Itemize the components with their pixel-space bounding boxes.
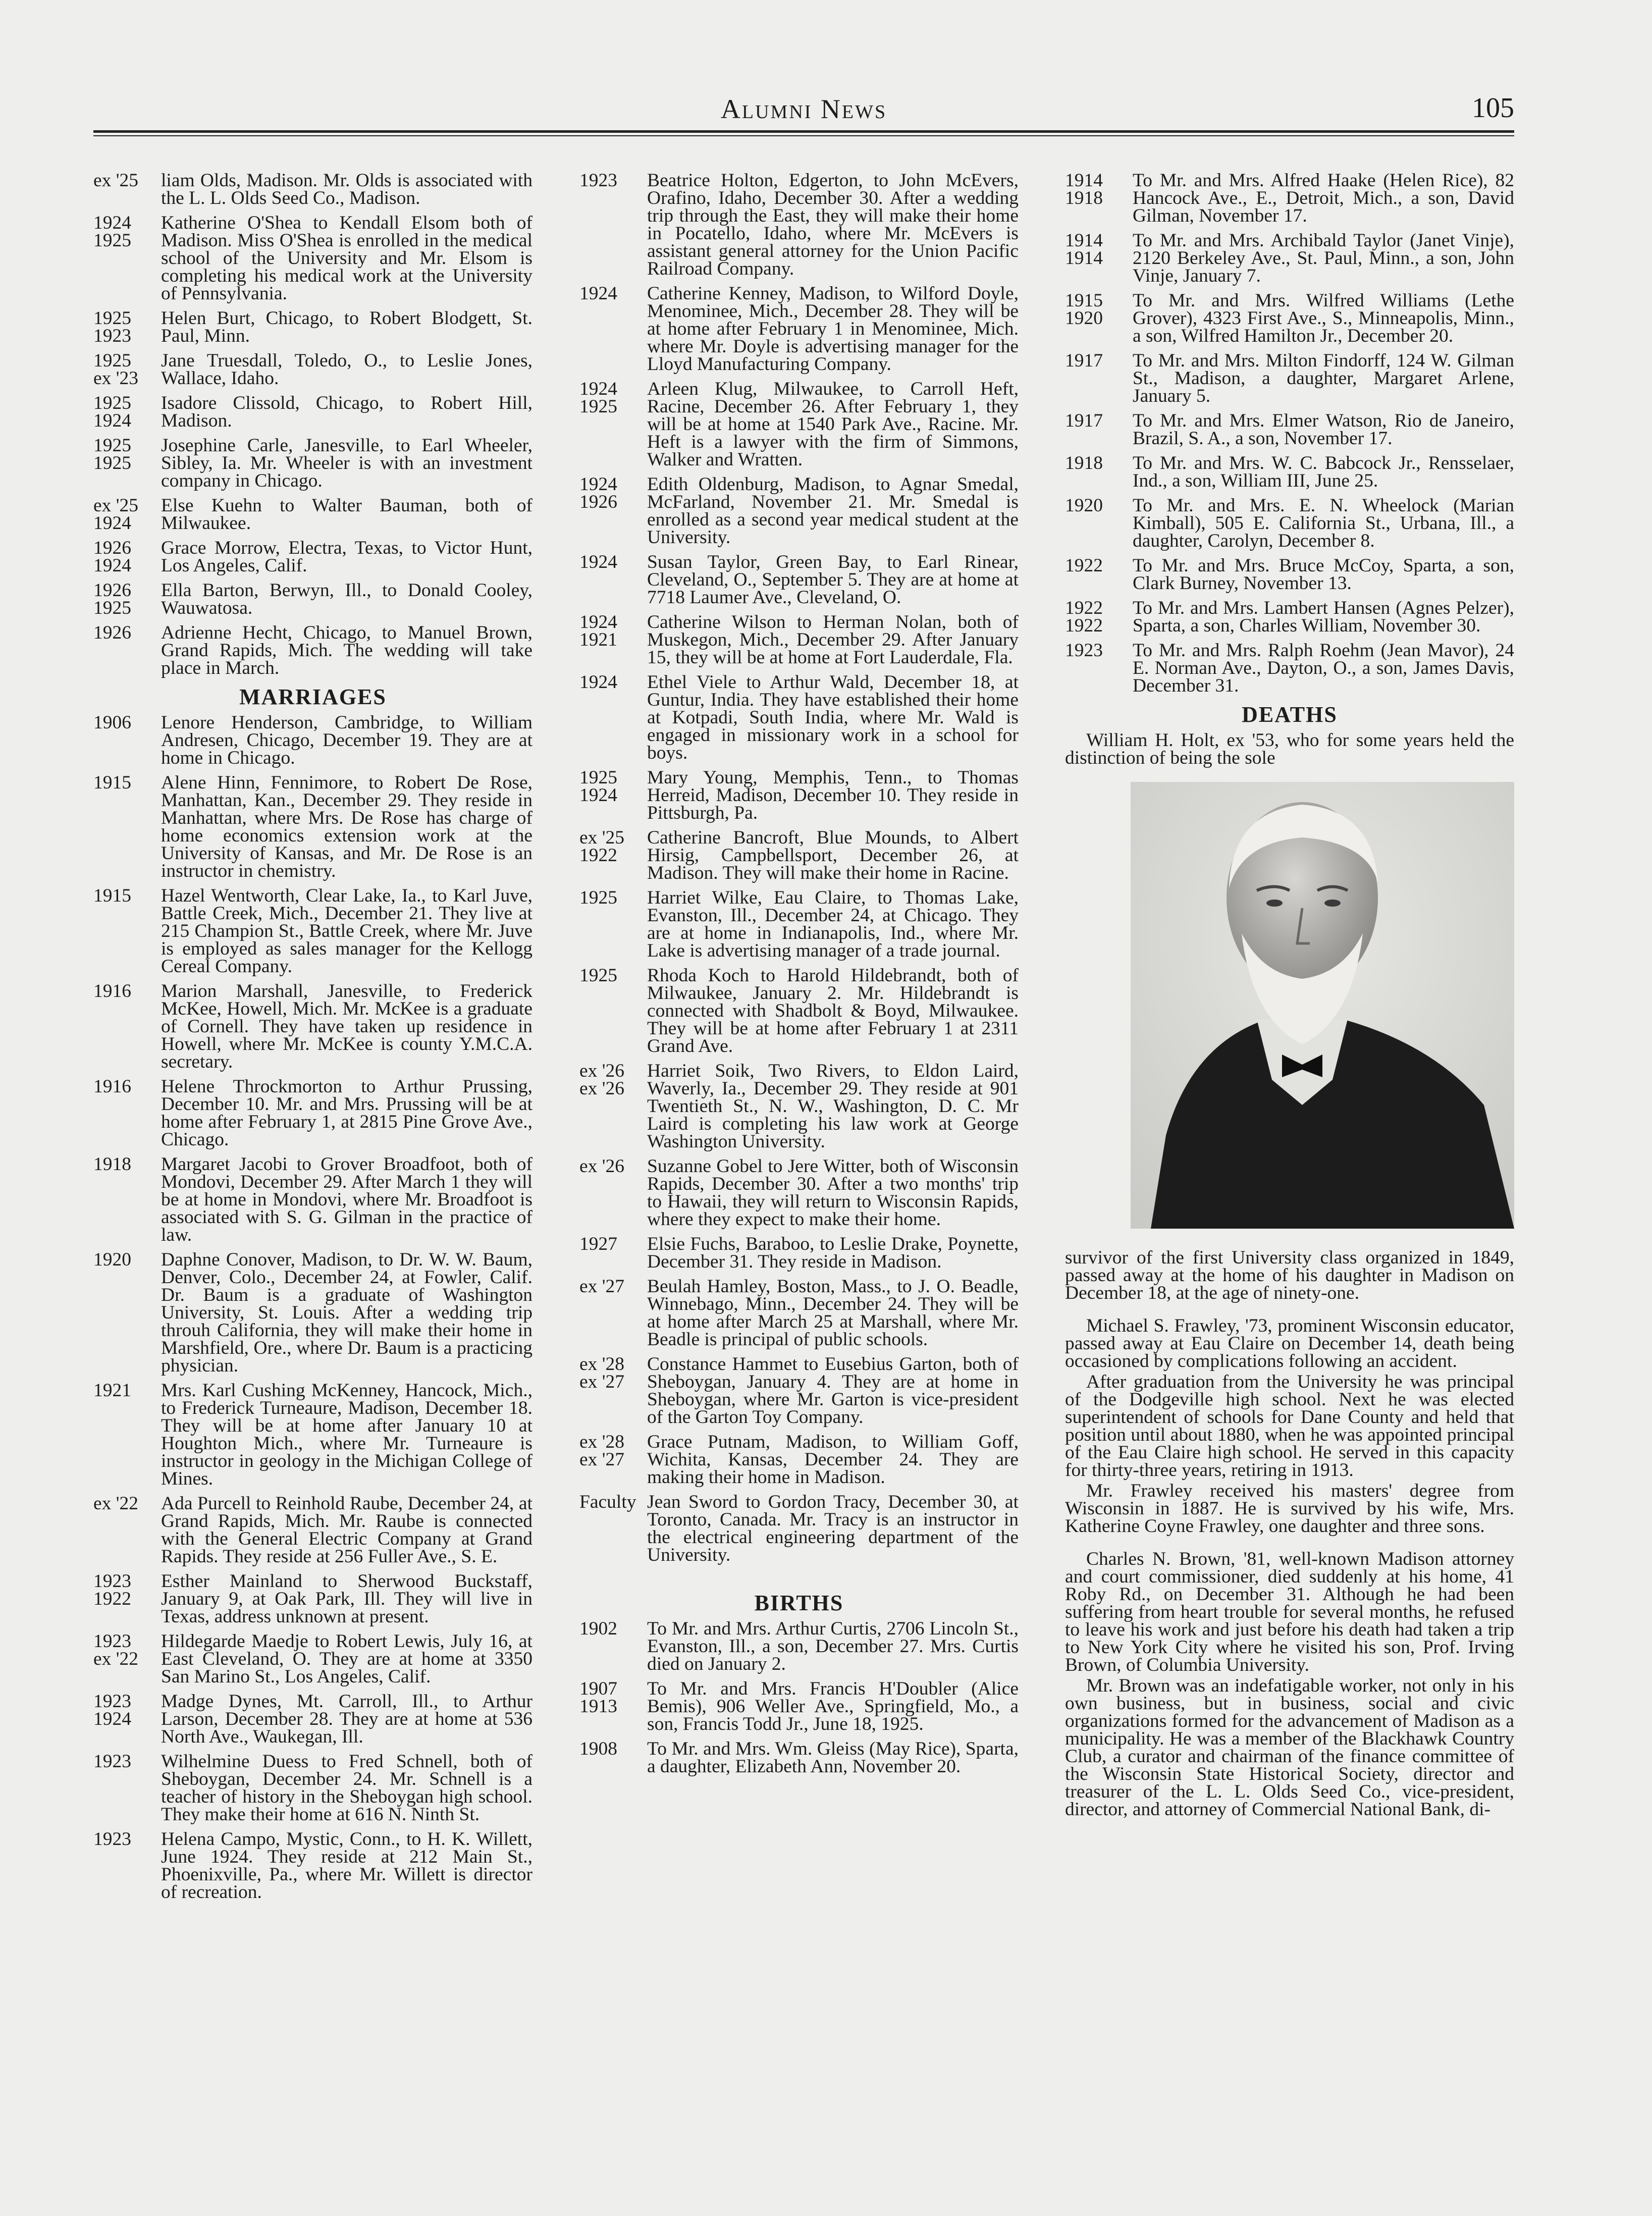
entry-text: Margaret Jacobi to Grover Broadfoot, both of Mondovi, December 29. After March 1 they will be at home in Mondovi, where Mr. Broadfoot is associated with S. G. Gilman in the practice of law. bbox=[161, 1154, 532, 1245]
list-item bbox=[93, 1693, 532, 1746]
class-years: 1924 1921 bbox=[579, 612, 617, 650]
class-years: 1916 bbox=[93, 1076, 131, 1097]
obituary-paragraph: Charles N. Brown, '81, well-known Madison attorney and court commissioner, died suddenly at his home, 41 Roby Rd., on December 31. Although he had been suffering from heart trouble for several months, he refused to leave his work and just before his death had taken a trip to New York City where he visited his son, Prof. Irving Brown, of Columbia University. bbox=[1065, 1549, 1514, 1675]
list-item bbox=[93, 982, 532, 1071]
marriages-heading: MARRIAGES bbox=[239, 684, 387, 709]
list-item bbox=[579, 769, 1019, 822]
list-item bbox=[579, 1493, 1019, 1564]
list-item bbox=[579, 829, 1019, 882]
list-item bbox=[93, 624, 532, 677]
journal-title: Alumni News bbox=[720, 94, 887, 124]
class-years: 1906 bbox=[93, 712, 131, 733]
entry-text: Harriet Wilke, Eau Claire, to Thomas Lake, Evanston, Ill., December 24, at Chicago. They are at home in Indianapolis, Ind., where Mr. Lake is advertising manager of a trade journal. bbox=[647, 887, 1019, 961]
entry-text: Isadore Clissold, Chicago, to Robert Hill, Madison. bbox=[161, 393, 532, 431]
entry-text: Ethel Viele to Arthur Wald, December 18, at Guntur, India. They have established their home at Kotpadi, South India, where Mr. Wald is engaged in missionary work in a school for boys. bbox=[647, 672, 1019, 763]
list-item bbox=[579, 380, 1019, 468]
class-years: 1924 bbox=[579, 552, 617, 572]
entry-text: Constance Hammet to Eusebius Garton, both of Sheboygan, January 4. They are at home in Sheboygan, where Mr. Garton is vice-president of the Garton Toy Company. bbox=[647, 1354, 1019, 1428]
entry-text: To Mr. and Mrs. Archibald Taylor (Janet Vinje), 2120 Berkeley Ave., St. Paul, Minn., a son, John Vinje, January 7. bbox=[1133, 230, 1514, 286]
class-years: 1921 bbox=[93, 1380, 131, 1401]
class-years: 1923 bbox=[1065, 640, 1103, 661]
class-years: 1925 1923 bbox=[93, 308, 131, 346]
entry-text: Hazel Wentworth, Clear Lake, Ia., to Karl Juve, Battle Creek, Mich., December 21. They live at 215 Champion St., Battle Creek, where Mr. Juve is employed as sales manager for the Kellogg Cereal Company. bbox=[161, 885, 532, 977]
entry-text: Jean Sword to Gordon Tracy, December 30, at Toronto, Canada. Mr. Tracy is an instructor in the electrical engineering department of the University. bbox=[647, 1492, 1019, 1565]
entry-text: Else Kuehn to Walter Bauman, both of Milwaukee. bbox=[161, 495, 532, 534]
class-years: 1926 1925 bbox=[93, 580, 131, 618]
entry-text: Rhoda Koch to Harold Hildebrandt, both of Milwaukee, January 2. Mr. Hildebrandt is connected with Shadbolt & Boyd, Milwaukee. They will be at home after February 1 at 2311 Grand Ave. bbox=[647, 965, 1019, 1057]
class-years: 1923 bbox=[93, 1751, 131, 1772]
class-years: 1923 bbox=[579, 170, 617, 191]
class-years: ex '25 bbox=[93, 170, 139, 191]
obituary-paragraph: survivor of the first University class organized in 1849, passed away at the home of his daughter in Madison on December 18, at the age of ninety-one. bbox=[1065, 1247, 1514, 1303]
list-item bbox=[93, 539, 532, 574]
list-item bbox=[579, 1355, 1019, 1426]
class-years: 1926 1924 bbox=[93, 538, 131, 576]
list-item bbox=[579, 476, 1019, 546]
class-years: ex '28 ex '27 bbox=[579, 1432, 625, 1470]
class-years: ex '27 bbox=[579, 1276, 625, 1297]
list-item bbox=[93, 309, 532, 345]
list-item bbox=[579, 1062, 1019, 1150]
list-item bbox=[93, 887, 532, 975]
header-rule-thin bbox=[93, 135, 1514, 136]
class-years: ex '25 1922 bbox=[579, 827, 625, 866]
class-years: 1924 bbox=[579, 283, 617, 304]
list-item bbox=[93, 1155, 532, 1244]
list-item bbox=[1065, 557, 1514, 592]
list-item bbox=[579, 1740, 1019, 1775]
entry-text: Catherine Bancroft, Blue Mounds, to Albert Hirsig, Campbellsport, December 26, at Madison. They will make their home in Racine. bbox=[647, 827, 1019, 883]
list-item bbox=[579, 553, 1019, 606]
list-item bbox=[579, 613, 1019, 666]
entry-text: Marion Marshall, Janesville, to Frederick McKee, Howell, Mich. Mr. McKee is a graduate of Cornell. They have taken up residence in Howell, where Mr. McKee is county Y.M.C.A. secretary. bbox=[161, 981, 532, 1072]
entry-text: To Mr. and Mrs. E. N. Wheelock (Marian Kimball), 505 E. California St., Urbana, Ill., a daughter, Carolyn, December 8. bbox=[1133, 495, 1514, 551]
entry-text: Arleen Klug, Milwaukee, to Carroll Heft, Racine, December 26. After February 1, they will be at home at 1540 Park Ave., Racine. Mr. Heft is a lawyer with the firm of Simmons, Walker and Wratten. bbox=[647, 379, 1019, 470]
entry-text: Hildegarde Maedje to Robert Lewis, July 16, at East Cleveland, O. They are at home at 3350 San Marino St., Los Angeles, Calif. bbox=[161, 1631, 532, 1687]
list-item bbox=[579, 889, 1019, 960]
column-left bbox=[93, 172, 532, 1908]
class-years: 1923 1922 bbox=[93, 1571, 131, 1609]
list-item bbox=[1065, 232, 1514, 285]
class-years: 1923 bbox=[93, 1829, 131, 1850]
entry-text: To Mr. and Mrs. Ralph Roehm (Jean Mavor), 24 E. Norman Ave., Dayton, O., a son, James Davis, December 31. bbox=[1133, 640, 1514, 696]
list-item bbox=[1065, 412, 1514, 447]
list-item bbox=[93, 172, 532, 207]
class-years: 1915 bbox=[93, 772, 131, 793]
entry-text: Beulah Hamley, Boston, Mass., to J. O. Beadle, Winnebago, Minn., December 24. They will be at home after March 25 at Marshall, where Mr. Beadle is principal of public schools. bbox=[647, 1276, 1019, 1350]
list-item bbox=[93, 774, 532, 880]
class-years: 1915 1920 bbox=[1065, 290, 1103, 329]
list-item bbox=[1065, 352, 1514, 405]
entry-text: Elsie Fuchs, Baraboo, to Leslie Drake, Poynette, December 31. They reside in Madison. bbox=[647, 1234, 1019, 1272]
class-years: 1923 1924 bbox=[93, 1691, 131, 1729]
list-item bbox=[579, 1278, 1019, 1348]
class-years: ex '22 bbox=[93, 1493, 139, 1514]
class-years: 1922 1922 bbox=[1065, 598, 1103, 636]
obituary-paragraph: Michael S. Frawley, '73, prominent Wisconsin educator, passed away at Eau Claire on December 14, death being occasioned by complications following an accident. bbox=[1065, 1315, 1514, 1371]
class-years: 1918 bbox=[93, 1154, 131, 1175]
list-item bbox=[93, 1830, 532, 1901]
class-years: 1922 bbox=[1065, 555, 1103, 576]
portrait-photo bbox=[1131, 782, 1514, 1229]
class-years: 1907 1913 bbox=[579, 1678, 617, 1717]
entry-text: To Mr. and Mrs. W. C. Babcock Jr., Rensselaer, Ind., a son, William III, June 25. bbox=[1133, 453, 1514, 491]
entry-text: Helen Burt, Chicago, to Robert Blodgett, St. Paul, Minn. bbox=[161, 308, 532, 346]
list-item bbox=[579, 1680, 1019, 1733]
marriages-list bbox=[93, 714, 532, 1901]
obituary-paragraph: Mr. Frawley received his masters' degree from Wisconsin in 1887. He is survived by his wife, Mrs. Katherine Coyne Frawley, one daughter and three sons. bbox=[1065, 1481, 1514, 1537]
list-item bbox=[1065, 292, 1514, 345]
entry-text: Susan Taylor, Green Bay, to Earl Rinear, Cleveland, O., September 5. They are at home at 7718 Laumer Ave., Cleveland, O. bbox=[647, 552, 1019, 608]
deaths-heading: DEATHS bbox=[1242, 702, 1338, 727]
list-item bbox=[93, 214, 532, 302]
list-item bbox=[579, 673, 1019, 762]
list-item bbox=[93, 1495, 532, 1565]
list-item bbox=[1065, 454, 1514, 490]
entry-text: Daphne Conover, Madison, to Dr. W. W. Baum, Denver, Colo., December 24, at Fowler, Calif. Dr. Baum is a graduate of Washington University, St. Louis. After a wedding trip throuh California, they will make their home in Marshfield, Ore., where Dr. Baum is a practicing physician. bbox=[161, 1249, 532, 1376]
class-years: 1927 bbox=[579, 1234, 617, 1254]
entry-text: To Mr. and Mrs. Bruce McCoy, Sparta, a son, Clark Burney, November 13. bbox=[1133, 555, 1514, 594]
class-years: 1915 bbox=[93, 885, 131, 906]
births-heading: BIRTHS bbox=[754, 1591, 844, 1615]
entry-text: To Mr. and Mrs. Elmer Watson, Rio de Janeiro, Brazil, S. A., a son, November 17. bbox=[1133, 410, 1514, 449]
obituary-paragraph: After graduation from the University he was principal of the Dodgeville high school. Next he was elected superintendent of schools for Dane County and held that position until about 1880, when he was appointed principal of the Eau Claire high school. He served in this capacity for thirty-three years, retiring in 1913. bbox=[1065, 1371, 1514, 1481]
column-right bbox=[1065, 172, 1514, 1821]
entry-text: Helene Throckmorton to Arthur Prussing, December 10. Mr. and Mrs. Prussing will be at home after February 1, at 2815 Pine Grove Ave., Chicago. bbox=[161, 1076, 532, 1150]
list-item bbox=[579, 967, 1019, 1055]
class-years: 1916 bbox=[93, 981, 131, 1001]
entry-text: Madge Dynes, Mt. Carroll, Ill., to Arthur Larson, December 28. They are at home at 536 North Ave., Waukegan, Ill. bbox=[161, 1691, 532, 1747]
class-years: 1926 bbox=[93, 622, 131, 643]
entry-text: Helena Campo, Mystic, Conn., to H. K. Willett, June 1924. They reside at 212 Main St., Phoenixville, Pa., where Mr. Willett is director of recreation. bbox=[161, 1829, 532, 1903]
entry-text: Grace Putnam, Madison, to William Goff, Wichita, Kansas, December 24. They are making their home in Madison. bbox=[647, 1432, 1019, 1488]
class-years: 1924 1926 bbox=[579, 474, 617, 512]
deaths-intro: William H. Holt, ex '53, who for some years held the distinction of being the sole bbox=[1065, 730, 1514, 768]
entry-text: Ada Purcell to Reinhold Raube, December 24, at Grand Rapids, Mich. Mr. Raube is connected with the General Electric Company at Grand Rapids. They reside at 256 Fuller Ave., S. E. bbox=[161, 1493, 532, 1567]
entry-text: Mary Young, Memphis, Tenn., to Thomas Herreid, Madison, December 10. They reside in Pittsburgh, Pa. bbox=[647, 767, 1019, 823]
class-years: 1902 bbox=[579, 1618, 617, 1639]
class-years: 1925 bbox=[579, 887, 617, 908]
list-item bbox=[93, 1632, 532, 1685]
births-list bbox=[579, 1620, 1019, 1775]
entry-text: liam Olds, Madison. Mr. Olds is associated with the L. L. Olds Seed Co., Madison. bbox=[161, 170, 532, 208]
entry-text: Harriet Soik, Two Rivers, to Eldon Laird, Waverly, Ia., December 29. They reside at 901 Twentieth St., N. W., Washington, D. C. Mr Laird is completing his law work at George Washington University. bbox=[647, 1061, 1019, 1152]
entry-text: Jane Truesdall, Toledo, O., to Leslie Jones, Wallace, Idaho. bbox=[161, 350, 532, 389]
class-years: ex '26 bbox=[579, 1156, 625, 1177]
class-years: 1924 1925 bbox=[579, 379, 617, 417]
entry-text: Grace Morrow, Electra, Texas, to Victor Hunt, Los Angeles, Calif. bbox=[161, 538, 532, 576]
class-years: 1917 bbox=[1065, 350, 1103, 371]
portrait-image bbox=[1131, 782, 1514, 1229]
entry-text: Suzanne Gobel to Jere Witter, both of Wisconsin Rapids, December 30. After a two months' trip to Hawaii, they will return to Wisconsin Rapids, where they expect to make their home. bbox=[647, 1156, 1019, 1230]
entry-text: To Mr. and Mrs. Arthur Curtis, 2706 Lincoln St., Evanston, Ill., a son, December 27. Mrs. Curtis died on January 2. bbox=[647, 1618, 1019, 1674]
entry-text: Beatrice Holton, Edgerton, to John McEvers, Orafino, Idaho, December 30. After a wedding trip through the East, they will make their home in Pocatello, Idaho, where Mr. McEvers is assistant general attorney for the Union Pacific Railroad Company. bbox=[647, 170, 1019, 279]
class-years: 1925 ex '23 bbox=[93, 350, 139, 389]
deaths-text bbox=[1065, 1249, 1514, 1818]
entry-text: Josephine Carle, Janesville, to Earl Wheeler, Sibley, Ia. Mr. Wheeler is with an investment company in Chicago. bbox=[161, 435, 532, 491]
list-item bbox=[579, 1235, 1019, 1271]
page-number: 105 bbox=[1472, 92, 1514, 124]
entry-text: Ella Barton, Berwyn, Ill., to Donald Cooley, Wauwatosa. bbox=[161, 580, 532, 618]
class-years: 1917 bbox=[1065, 410, 1103, 431]
list-item bbox=[93, 1078, 532, 1148]
births-list-continued bbox=[1065, 172, 1514, 695]
entry-text: Edith Oldenburg, Madison, to Agnar Smedal, McFarland, November 21. Mr. Smedal is enrolled as a second year medical student at the University. bbox=[647, 474, 1019, 548]
entry-text: To Mr. and Mrs. Milton Findorff, 124 W. Gilman St., Madison, a daughter, Margaret Arlene, January 5. bbox=[1133, 350, 1514, 406]
running-header bbox=[93, 91, 1514, 126]
entry-text: To Mr. and Mrs. Wm. Gleiss (May Rice), Sparta, a daughter, Elizabeth Ann, November 20. bbox=[647, 1738, 1019, 1777]
list-item bbox=[1065, 642, 1514, 695]
list-item bbox=[579, 1433, 1019, 1486]
entry-text: Alene Hinn, Fennimore, to Robert De Rose, Manhattan, Kan., December 29. They reside in Manhattan, where Mrs. De Rose has charge of home economics extension work at the University of Kansas, and Mr. De Rose is an instructor in chemistry. bbox=[161, 772, 532, 881]
entry-text: To Mr. and Mrs. Lambert Hansen (Agnes Pelzer), Sparta, a son, Charles William, November 30. bbox=[1133, 598, 1514, 636]
entry-text: To Mr. and Mrs. Wilfred Williams (Lethe Grover), 4323 First Ave., S., Minneapolis, Minn., a son, Wilfred Hamilton Jr., December 20. bbox=[1133, 290, 1514, 346]
column-middle bbox=[579, 172, 1019, 1782]
entry-text: Wilhelmine Duess to Fred Schnell, both of Sheboygan, December 24. Mr. Schnell is a teacher of history in the Sheboygan high school. They make their home at 616 N. Ninth St. bbox=[161, 1751, 532, 1825]
list-item bbox=[93, 1572, 532, 1625]
class-years: 1924 1925 bbox=[93, 213, 131, 251]
class-years: 1925 1924 bbox=[93, 393, 131, 431]
class-years: ex '25 1924 bbox=[93, 495, 139, 534]
class-years: 1920 bbox=[93, 1249, 131, 1270]
list-item bbox=[93, 714, 532, 767]
class-years: 1925 1925 bbox=[93, 435, 131, 473]
list-item bbox=[1065, 497, 1514, 550]
entry-text: Catherine Wilson to Herman Nolan, both of Muskegon, Mich., December 29. After January 15, they will be at home at Fort Lauderdale, Fla. bbox=[647, 612, 1019, 668]
list-item bbox=[93, 497, 532, 532]
entry-text: Lenore Henderson, Cambridge, to William Andresen, Chicago, December 19. They are at home in Chicago. bbox=[161, 712, 532, 768]
entry-text: To Mr. and Mrs. Alfred Haake (Helen Rice), 82 Hancock Ave., E., Detroit, Mich., a son, David Gilman, November 17. bbox=[1133, 170, 1514, 226]
entry-text: To Mr. and Mrs. Francis H'Doubler (Alice Bemis), 906 Weller Ave., Springfield, Mo., a son, Francis Todd Jr., June 18, 1925. bbox=[647, 1678, 1019, 1734]
list-item bbox=[1065, 172, 1514, 225]
list-item bbox=[93, 1251, 532, 1375]
list-item bbox=[579, 172, 1019, 278]
obituary-paragraph: Mr. Brown was an indefatigable worker, not only in his own business, but in business, social and civic organizations formed for the advancement of Madison as a municipality. He was a member of the Blackhawk Country Club, a curator and chairman of the finance committee of the Wisconsin State Historical Society, director and treasurer of the L. L. Olds Seed Co., vice-president, director, and attorney of Commercial National Bank, di- bbox=[1065, 1675, 1514, 1820]
list-item bbox=[93, 1382, 532, 1488]
entry-text: Mrs. Karl Cushing McKenney, Hancock, Mich., to Frederick Turneaure, Madison, December 18. They will be at home after January 10 at Houghton Mich., where Mr. Turneaure is instructor in geology in the Michigan College of Mines. bbox=[161, 1380, 532, 1489]
class-years: ex '26 ex '26 bbox=[579, 1061, 625, 1099]
header-rule bbox=[93, 130, 1514, 133]
class-years: 1924 bbox=[579, 672, 617, 693]
marriages-list-continued bbox=[579, 172, 1019, 1564]
entry-text: Katherine O'Shea to Kendall Elsom both of Madison. Miss O'Shea is enrolled in the medical school of the University and Mr. Elsom is completing his medical work at the University of Pennsylvania. bbox=[161, 213, 532, 304]
class-years: 1925 bbox=[579, 965, 617, 986]
class-years: 1920 bbox=[1065, 495, 1103, 516]
class-years: 1918 bbox=[1065, 453, 1103, 473]
list-item bbox=[93, 437, 532, 490]
list-item bbox=[1065, 599, 1514, 635]
class-years: 1914 1918 bbox=[1065, 170, 1103, 208]
list-item bbox=[93, 582, 532, 617]
class-years: ex '28 ex '27 bbox=[579, 1354, 625, 1392]
class-years: Faculty bbox=[579, 1492, 636, 1512]
class-years: 1908 bbox=[579, 1738, 617, 1759]
list-item bbox=[579, 285, 1019, 373]
entry-text: Adrienne Hecht, Chicago, to Manuel Brown, Grand Rapids, Mich. The wedding will take place in March. bbox=[161, 622, 532, 678]
class-years: 1923 ex '22 bbox=[93, 1631, 139, 1669]
list-item bbox=[579, 1620, 1019, 1673]
engagements-list bbox=[93, 172, 532, 677]
entry-text: Esther Mainland to Sherwood Buckstaff, January 9, at Oak Park, Ill. They will live in Texas, address unknown at present. bbox=[161, 1571, 532, 1627]
list-item bbox=[93, 394, 532, 430]
class-years: 1914 1914 bbox=[1065, 230, 1103, 269]
list-item bbox=[93, 1753, 532, 1823]
list-item bbox=[93, 352, 532, 387]
class-years: 1925 1924 bbox=[579, 767, 617, 806]
list-item bbox=[579, 1157, 1019, 1228]
entry-text: Catherine Kenney, Madison, to Wilford Doyle, Menominee, Mich., December 28. They will be at home after February 1 in Menominee, Mich. where Mr. Doyle is advertising manager for the Lloyd Manufacturing Company. bbox=[647, 283, 1019, 375]
